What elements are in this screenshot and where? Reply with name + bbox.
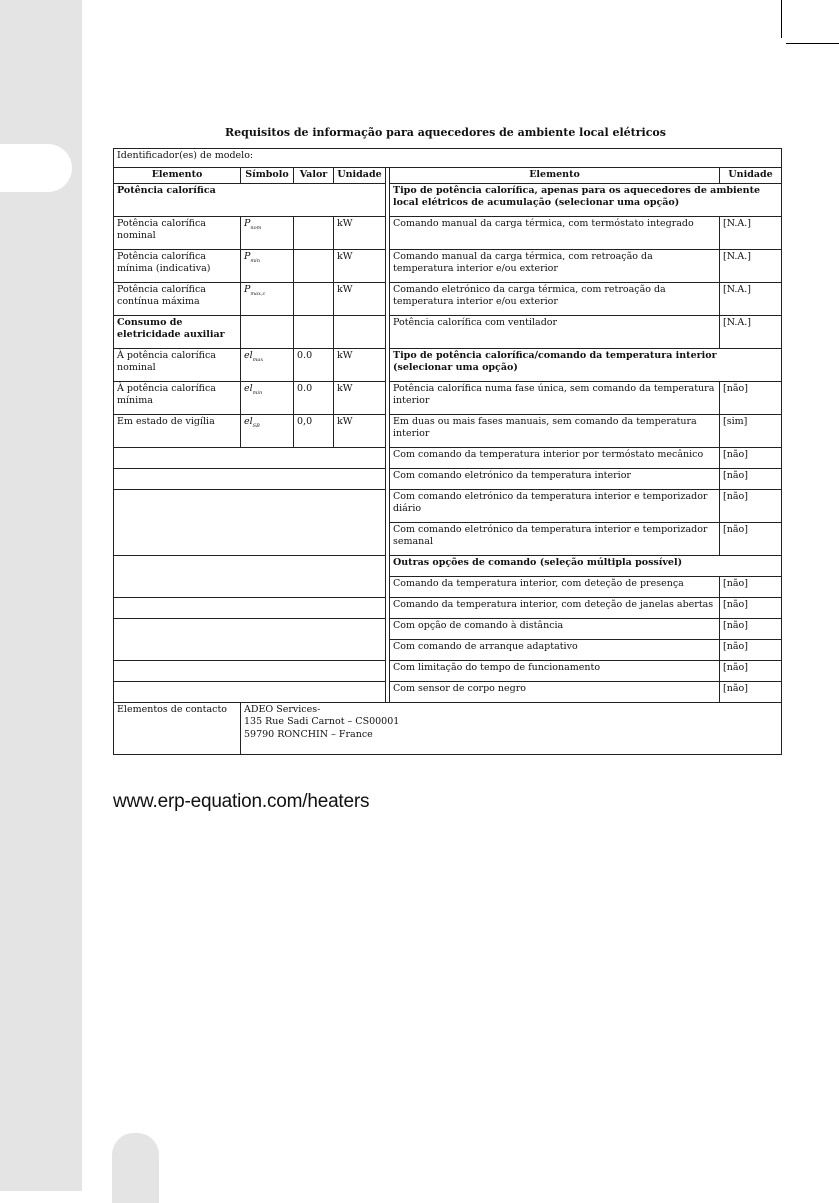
section-heat-output: Potência calorífica	[114, 183, 386, 216]
row-unit: [N.A.]	[720, 315, 782, 348]
table-row	[114, 468, 782, 489]
header-unidade: Unidade	[334, 168, 386, 184]
row-unit: [não]	[720, 576, 782, 597]
table-row	[114, 348, 782, 381]
row-unit: [não]	[720, 639, 782, 660]
row-unit: [não]	[720, 522, 782, 555]
contact-row	[114, 702, 782, 754]
empty-cell	[114, 660, 386, 681]
empty-cell	[114, 597, 386, 618]
row-label: Comando eletrónico da carga térmica, com retroação da temperatura interior e/ou exterior	[390, 282, 720, 315]
table-row	[114, 597, 782, 618]
row-label: Comando manual da carga térmica, com termóstato integrado	[390, 216, 720, 249]
empty-cell	[114, 618, 386, 660]
header-valor: Valor	[294, 168, 334, 184]
row-label: Potência calorífica com ventilador	[390, 315, 720, 348]
row-label: Comando da temperatura interior, com deteção de presença	[390, 576, 720, 597]
table-row	[114, 681, 782, 702]
row-unit: [não]	[720, 489, 782, 522]
row-unit: [N.A.]	[720, 216, 782, 249]
row-label: Com comando eletrónico da temperatura interior e temporizador diário	[390, 489, 720, 522]
section-other-options: Outras opções de comando (seleção múltipla possível)	[390, 555, 782, 576]
row-label: Potência calorífica numa fase única, sem comando da temperatura interior	[390, 381, 720, 414]
row-label: Com opção de comando à distância	[390, 618, 720, 639]
row-value: 0.0	[294, 381, 334, 414]
row-symbol: $P_{max,c}$	[241, 282, 294, 315]
contact-line: 135 Rue Sadi Carnot – CS00001	[244, 716, 400, 727]
row-symbol: $P_{nom}$	[241, 216, 294, 249]
row-label: Comando da temperatura interior, com deteção de janelas abertas	[390, 597, 720, 618]
empty-cell	[114, 555, 386, 597]
row-label: Comando manual da carga térmica, com retroação da temperatura interior e/ou exterior	[390, 249, 720, 282]
row-value: 0.0	[294, 348, 334, 381]
model-identifier-label: Identificador(es) de modelo:	[114, 149, 782, 168]
table-row	[114, 315, 782, 348]
header-unidade-right: Unidade	[720, 168, 782, 184]
row-label: À potência calorífica mínima	[114, 381, 241, 414]
table-row	[114, 249, 782, 282]
row-unit: [N.A.]	[720, 282, 782, 315]
row-label: Potência calorífica mínima (indicativa)	[114, 249, 241, 282]
row-unit: [N.A.]	[720, 249, 782, 282]
table-row	[114, 489, 782, 522]
empty-cell	[114, 681, 386, 702]
table-row	[114, 555, 782, 576]
table-row	[114, 381, 782, 414]
row-symbol: $el_{SB}$	[241, 414, 294, 447]
row-symbol: $P_{min}$	[241, 249, 294, 282]
section-aux-consumption: Consumo de eletricidade auxiliar	[114, 315, 241, 348]
row-label: Com comando eletrónico da temperatura interior e temporizador semanal	[390, 522, 720, 555]
row-unit: [não]	[720, 618, 782, 639]
header-row	[114, 168, 782, 184]
row-unit: [não]	[720, 597, 782, 618]
table-row	[114, 618, 782, 639]
crop-mark-vertical	[781, 0, 782, 38]
table-row	[114, 282, 782, 315]
row-unit: kW	[334, 249, 386, 282]
row-label: Potência calorífica contínua máxima	[114, 282, 241, 315]
crop-mark-horizontal	[786, 43, 839, 44]
row-label: Em estado de vigília	[114, 414, 241, 447]
row-label: Com limitação do tempo de funcionamento	[390, 660, 720, 681]
row-label: Com comando eletrónico da temperatura interior	[390, 468, 720, 489]
row-symbol: $el_{min}$	[241, 381, 294, 414]
document-title: Requisitos de informação para aquecedores de ambiente local elétricos	[225, 126, 666, 139]
empty-cell	[294, 315, 334, 348]
row-symbol: $el_{max}$	[241, 348, 294, 381]
model-identifier-row	[114, 149, 782, 168]
empty-cell	[241, 315, 294, 348]
row-label: Com comando de arranque adaptativo	[390, 639, 720, 660]
row-value: 0,0	[294, 414, 334, 447]
row-value	[294, 249, 334, 282]
contact-address	[241, 702, 782, 754]
row-unit: kW	[334, 282, 386, 315]
empty-cell	[114, 489, 386, 555]
spec-table	[113, 148, 782, 755]
table-row	[114, 414, 782, 447]
row-unit: [não]	[720, 681, 782, 702]
row-unit: [não]	[720, 468, 782, 489]
row-value	[294, 282, 334, 315]
header-elemento-right: Elemento	[390, 168, 720, 184]
empty-cell	[114, 447, 386, 468]
header-simbolo: Símbolo	[241, 168, 294, 184]
empty-cell	[114, 468, 386, 489]
row-value	[294, 216, 334, 249]
side-page-tab	[0, 144, 72, 192]
row-unit: [não]	[720, 660, 782, 681]
table-row	[114, 660, 782, 681]
contact-line: 59790 RONCHIN – France	[244, 728, 373, 740]
footer-url: www.erp-equation.com/heaters	[113, 791, 370, 812]
row-label: À potência calorífica nominal	[114, 348, 241, 381]
section-control-type: Tipo de potência calorífica/comando da temperatura interior (selecionar uma opção)	[390, 348, 782, 381]
row-unit: kW	[334, 216, 386, 249]
row-unit: kW	[334, 348, 386, 381]
header-elemento-left: Elemento	[114, 168, 241, 184]
section-storage-type: Tipo de potência calorífica, apenas para os aquecedores de ambiente local elétricos de acumulação (selecionar uma opção)	[390, 183, 782, 216]
row-unit: kW	[334, 381, 386, 414]
bottom-page-tab	[112, 1133, 159, 1203]
row-label: Com comando da temperatura interior por termóstato mecânico	[390, 447, 720, 468]
contact-label: Elementos de contacto	[114, 702, 241, 754]
table-row	[114, 183, 782, 216]
empty-cell	[334, 315, 386, 348]
row-label: Com sensor de corpo negro	[390, 681, 720, 702]
row-label: Potência calorífica nominal	[114, 216, 241, 249]
table-row	[114, 447, 782, 468]
table-row	[114, 216, 782, 249]
row-unit: [não]	[720, 447, 782, 468]
contact-line: ADEO Services-	[244, 703, 321, 715]
row-unit: kW	[334, 414, 386, 447]
row-unit: [sim]	[720, 414, 782, 447]
row-unit: [não]	[720, 381, 782, 414]
row-label: Em duas ou mais fases manuais, sem comando da temperatura interior	[390, 414, 720, 447]
